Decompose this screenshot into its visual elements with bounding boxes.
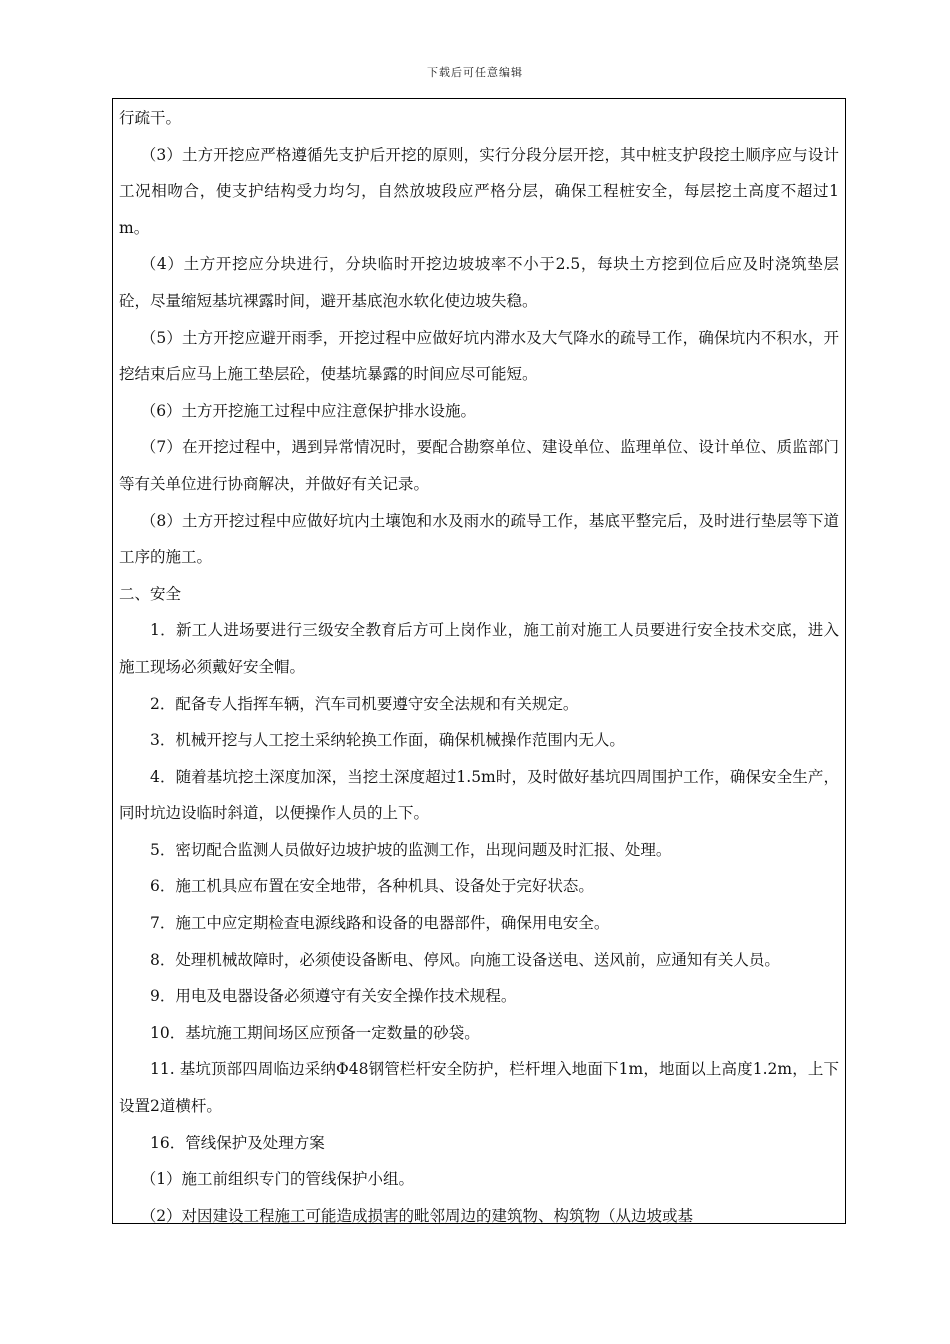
section-heading: 二、安全 [119, 584, 182, 603]
paragraph: （2）对因建设工程施工可能造成损害的毗邻周边的建筑物、构筑物（从边坡或基 [140, 1206, 694, 1224]
paragraph: 7．施工中应定期检查电源线路和设备的电器部件，确保用电安全。 [150, 914, 610, 933]
paragraph: 1．新工人进场要进行三级安全教育后方可上岗作业，施工前对施工人员要进行安全技术交底，进入施工现场必须戴好安全帽。 [119, 621, 839, 676]
paragraph: 3．机械开挖与人工挖土采纳轮换工作面，确保机械操作范围内无人。 [150, 731, 625, 750]
paragraph: （6）土方开挖施工过程中应注意保护排水设施。 [140, 401, 477, 420]
paragraph: 6．施工机具应布置在安全地带，各种机具、设备处于完好状态。 [150, 877, 594, 896]
subsection-heading: 16．管线保护及处理方案 [150, 1133, 325, 1152]
paragraph: （4）土方开挖应分块进行，分块临时开挖边坡坡率不小于2.5，每块土方挖到位后应及时浇筑垫层砼，尽量缩短基坑裸露时间，避开基底泡水软化使边坡失稳。 [119, 255, 839, 310]
paragraph: （3）土方开挖应严格遵循先支护后开挖的原则，实行分段分层开挖，其中桩支护段挖土顺序应与设计工况相吻合，使支护结构受力均匀，自然放坡段应严格分层，确保工程桩安全，每层挖土高度不超过1m。 [119, 145, 839, 237]
paragraph: 2．配备专人指挥车辆，汽车司机要遵守安全法规和有关规定。 [150, 694, 579, 713]
paragraph: 行疏干。 [119, 109, 182, 127]
paragraph: 10．基坑施工期间场区应预备一定数量的砂袋。 [150, 1023, 480, 1042]
header-note: 下载后可任意编辑 [427, 66, 523, 79]
paragraph: （7）在开挖过程中，遇到异常情况时，要配合勘察单位、建设单位、监理单位、设计单位、质监部门等有关单位进行协商解决，并做好有关记录。 [119, 438, 839, 493]
paragraph: （5）土方开挖应避开雨季，开挖过程中应做好坑内滞水及大气降水的疏导工作，确保坑内不积水，开挖结束后应马上施工垫层砼，使基坑暴露的时间应尽可能短。 [119, 328, 839, 384]
paragraph: 8．处理机械故障时，必须使设备断电、停风。向施工设备送电、送风前，应通知有关人员。 [150, 950, 780, 969]
document-body [112, 98, 846, 1224]
paragraph: （8）土方开挖过程中应做好坑内土壤饱和水及雨水的疏导工作，基底平整完后，及时进行垫层等下道工序的施工。 [119, 511, 839, 567]
paragraph: （1）施工前组织专门的管线保护小组。 [140, 1170, 415, 1189]
paragraph: 4．随着基坑挖土深度加深，当挖土深度超过1.5m时，及时做好基坑四周围护工作，确保安全生产，同时坑边设临时斜道，以便操作人员的上下。 [119, 767, 839, 823]
paragraph: 9．用电及电器设备必须遵守有关安全操作技术规程。 [150, 987, 517, 1006]
paragraph: 11. 基坑顶部四周临边采纳Φ48钢管栏杆安全防护，栏杆埋入地面下1m，地面以上高度1.2m，上下设置2道横杆。 [119, 1060, 839, 1116]
paragraph: 5．密切配合监测人员做好边坡护坡的监测工作，出现问题及时汇报、处理。 [150, 840, 672, 859]
